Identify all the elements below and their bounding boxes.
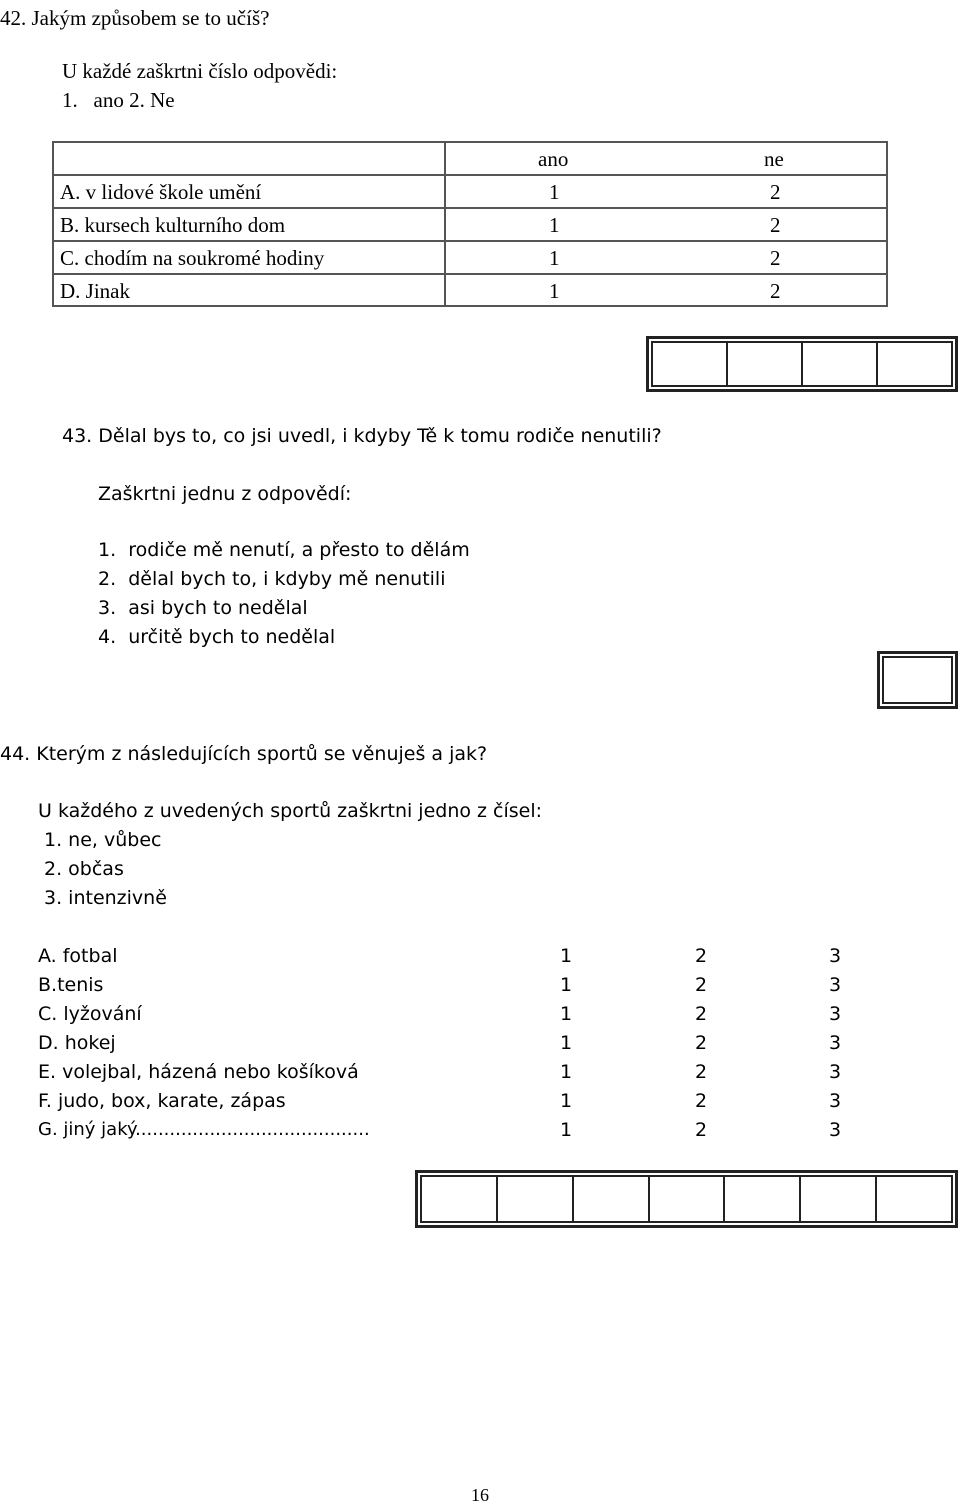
sport-label: G. jiný jaký......................................... <box>38 1119 370 1140</box>
q43-option[interactable]: 2. dělal bych to, i kdyby mě nenutili <box>98 568 446 590</box>
sport-value-1[interactable]: 1 <box>560 1090 573 1112</box>
sport-value-3[interactable]: 3 <box>829 974 842 996</box>
sport-value-1[interactable]: 1 <box>560 1003 573 1025</box>
sport-value-1[interactable]: 1 <box>560 1032 573 1054</box>
table-row <box>54 174 886 207</box>
sport-label: A. fotbal <box>38 945 118 967</box>
sport-value-3[interactable]: 3 <box>829 1003 842 1025</box>
header-ne: ne <box>764 147 784 171</box>
q44-answer-boxes <box>415 1170 958 1228</box>
sport-value-2[interactable]: 2 <box>695 945 708 967</box>
table-row <box>54 273 886 306</box>
q42-title: 42. Jakým způsobem se to učíš? <box>0 6 270 30</box>
sport-label: B.tenis <box>38 974 104 996</box>
q44-option: 1. ne, vůbec <box>44 829 162 851</box>
table-header-row <box>54 143 886 176</box>
sport-value-1[interactable]: 1 <box>560 1119 573 1141</box>
answer-box[interactable] <box>651 341 728 387</box>
sport-value-2[interactable]: 2 <box>695 1119 708 1141</box>
sport-value-3[interactable]: 3 <box>829 1090 842 1112</box>
row-ano-value[interactable]: 1 <box>549 279 560 303</box>
sport-value-1[interactable]: 1 <box>560 945 573 967</box>
row-ne-value[interactable]: 2 <box>770 246 781 270</box>
sport-label: D. hokej <box>38 1032 116 1054</box>
row-label: A. v lidové škole umění <box>60 180 262 204</box>
table-row <box>54 240 886 273</box>
q43-instruction: Zaškrtni jednu z odpovědí: <box>98 483 352 505</box>
q44-instruction: U každého z uvedených sportů zaškrtni jedno z čísel: <box>38 800 543 822</box>
answer-box[interactable] <box>875 1175 953 1223</box>
q42-instruction: U každé zaškrtni číslo odpovědi: <box>62 59 338 83</box>
sport-value-2[interactable]: 2 <box>695 974 708 996</box>
sport-label: E. volejbal, házená nebo košíková <box>38 1061 359 1083</box>
row-ano-value[interactable]: 1 <box>549 246 560 270</box>
row-label: D. Jinak <box>60 279 130 303</box>
row-ne-value[interactable]: 2 <box>770 213 781 237</box>
answer-box[interactable] <box>799 1175 877 1223</box>
sport-value-2[interactable]: 2 <box>695 1003 708 1025</box>
sport-label: C. lyžování <box>38 1003 142 1025</box>
sport-value-2[interactable]: 2 <box>695 1090 708 1112</box>
answer-box[interactable] <box>876 341 953 387</box>
sport-value-3[interactable]: 3 <box>829 945 842 967</box>
row-label: C. chodím na soukromé hodiny <box>60 246 325 270</box>
answer-box[interactable] <box>882 656 953 704</box>
q44-title: 44. Kterým z následujících sportů se věnuješ a jak? <box>0 743 488 765</box>
answer-box[interactable] <box>496 1175 574 1223</box>
q43-option[interactable]: 4. určitě bych to nedělal <box>98 626 336 648</box>
q42-table <box>52 141 888 307</box>
q44-option: 2. občas <box>44 858 124 880</box>
q43-title: 43. Dělal bys to, co jsi uvedl, i kdyby Tě k tomu rodiče nenutili? <box>62 425 662 447</box>
answer-box[interactable] <box>801 341 878 387</box>
row-ne-value[interactable]: 2 <box>770 180 781 204</box>
sport-label: F. judo, box, karate, zápas <box>38 1090 286 1112</box>
sport-value-3[interactable]: 3 <box>829 1032 842 1054</box>
sport-value-1[interactable]: 1 <box>560 974 573 996</box>
answer-box[interactable] <box>723 1175 801 1223</box>
answer-box[interactable] <box>572 1175 650 1223</box>
row-ano-value[interactable]: 1 <box>549 180 560 204</box>
q43-option[interactable]: 3. asi bych to nedělal <box>98 597 308 619</box>
q42-options: 1. ano 2. Ne <box>62 88 175 112</box>
sport-value-2[interactable]: 2 <box>695 1032 708 1054</box>
q43-option[interactable]: 1. rodiče mě nenutí, a přesto to dělám <box>98 539 470 561</box>
row-ne-value[interactable]: 2 <box>770 279 781 303</box>
sport-value-1[interactable]: 1 <box>560 1061 573 1083</box>
row-ano-value[interactable]: 1 <box>549 213 560 237</box>
sport-value-2[interactable]: 2 <box>695 1061 708 1083</box>
answer-box[interactable] <box>726 341 803 387</box>
q43-answer-boxes <box>877 651 958 709</box>
answer-box[interactable] <box>648 1175 726 1223</box>
sport-value-3[interactable]: 3 <box>829 1119 842 1141</box>
header-ano: ano <box>538 147 569 171</box>
page-number: 16 <box>471 1485 489 1505</box>
sport-value-3[interactable]: 3 <box>829 1061 842 1083</box>
q42-answer-boxes <box>646 336 958 392</box>
table-row <box>54 207 886 240</box>
row-label: B. kursech kulturního dom <box>60 213 286 237</box>
answer-box[interactable] <box>420 1175 498 1223</box>
q44-option: 3. intenzivně <box>44 887 167 909</box>
